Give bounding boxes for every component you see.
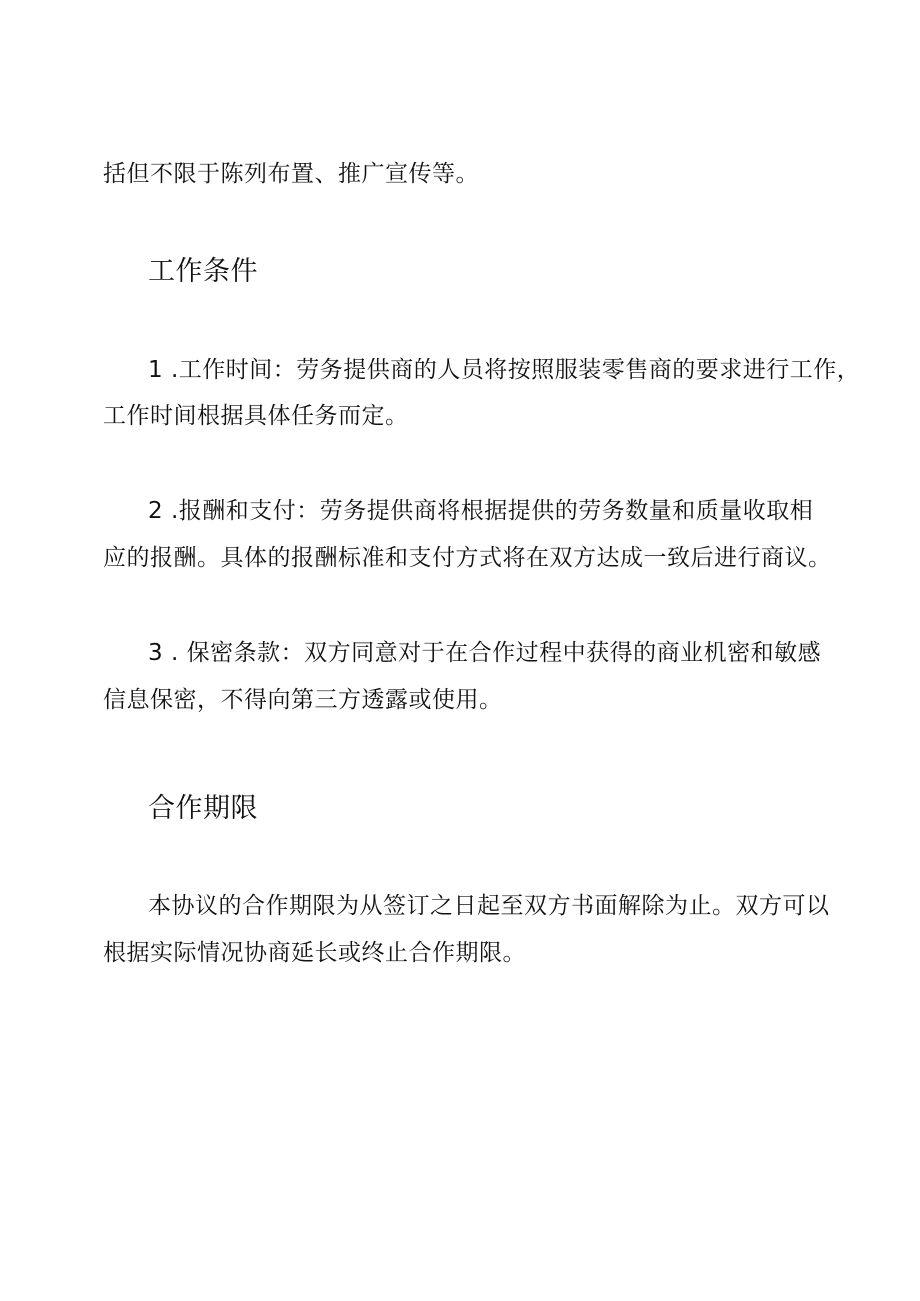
confidentiality-clause-line-1: 3 . 保密条款：双方同意对于在合作过程中获得的商业机密和敏感 [148,640,822,666]
work-time-clause-line-1: 1 .工作时间：劳务提供商的人员将按照服装零售商的要求进行工作， [148,357,861,383]
cooperation-term-paragraph-line-2: 根据实际情况协商延长或终止合作期限。 [103,940,526,966]
payment-clause-line-1: 2 .报酬和支付：劳务提供商将根据提供的劳务数量和质量收取相 [148,498,814,524]
intro-continuation-line: 括但不限于陈列布置、推广宣传等。 [103,161,479,187]
section-title-cooperation-term: 合作期限 [148,793,258,824]
confidentiality-clause-line-2: 信息保密，不得向第三方透露或使用。 [103,687,503,713]
cooperation-term-paragraph-line-1: 本协议的合作期限为从签订之日起至双方书面解除为止。双方可以 [148,893,830,919]
payment-clause-line-2: 应的报酬。具体的报酬标准和支付方式将在双方达成一致后进行商议。 [103,545,832,571]
section-title-work-conditions: 工作条件 [148,256,258,287]
work-time-clause-line-2: 工作时间根据具体任务而定。 [103,403,409,429]
